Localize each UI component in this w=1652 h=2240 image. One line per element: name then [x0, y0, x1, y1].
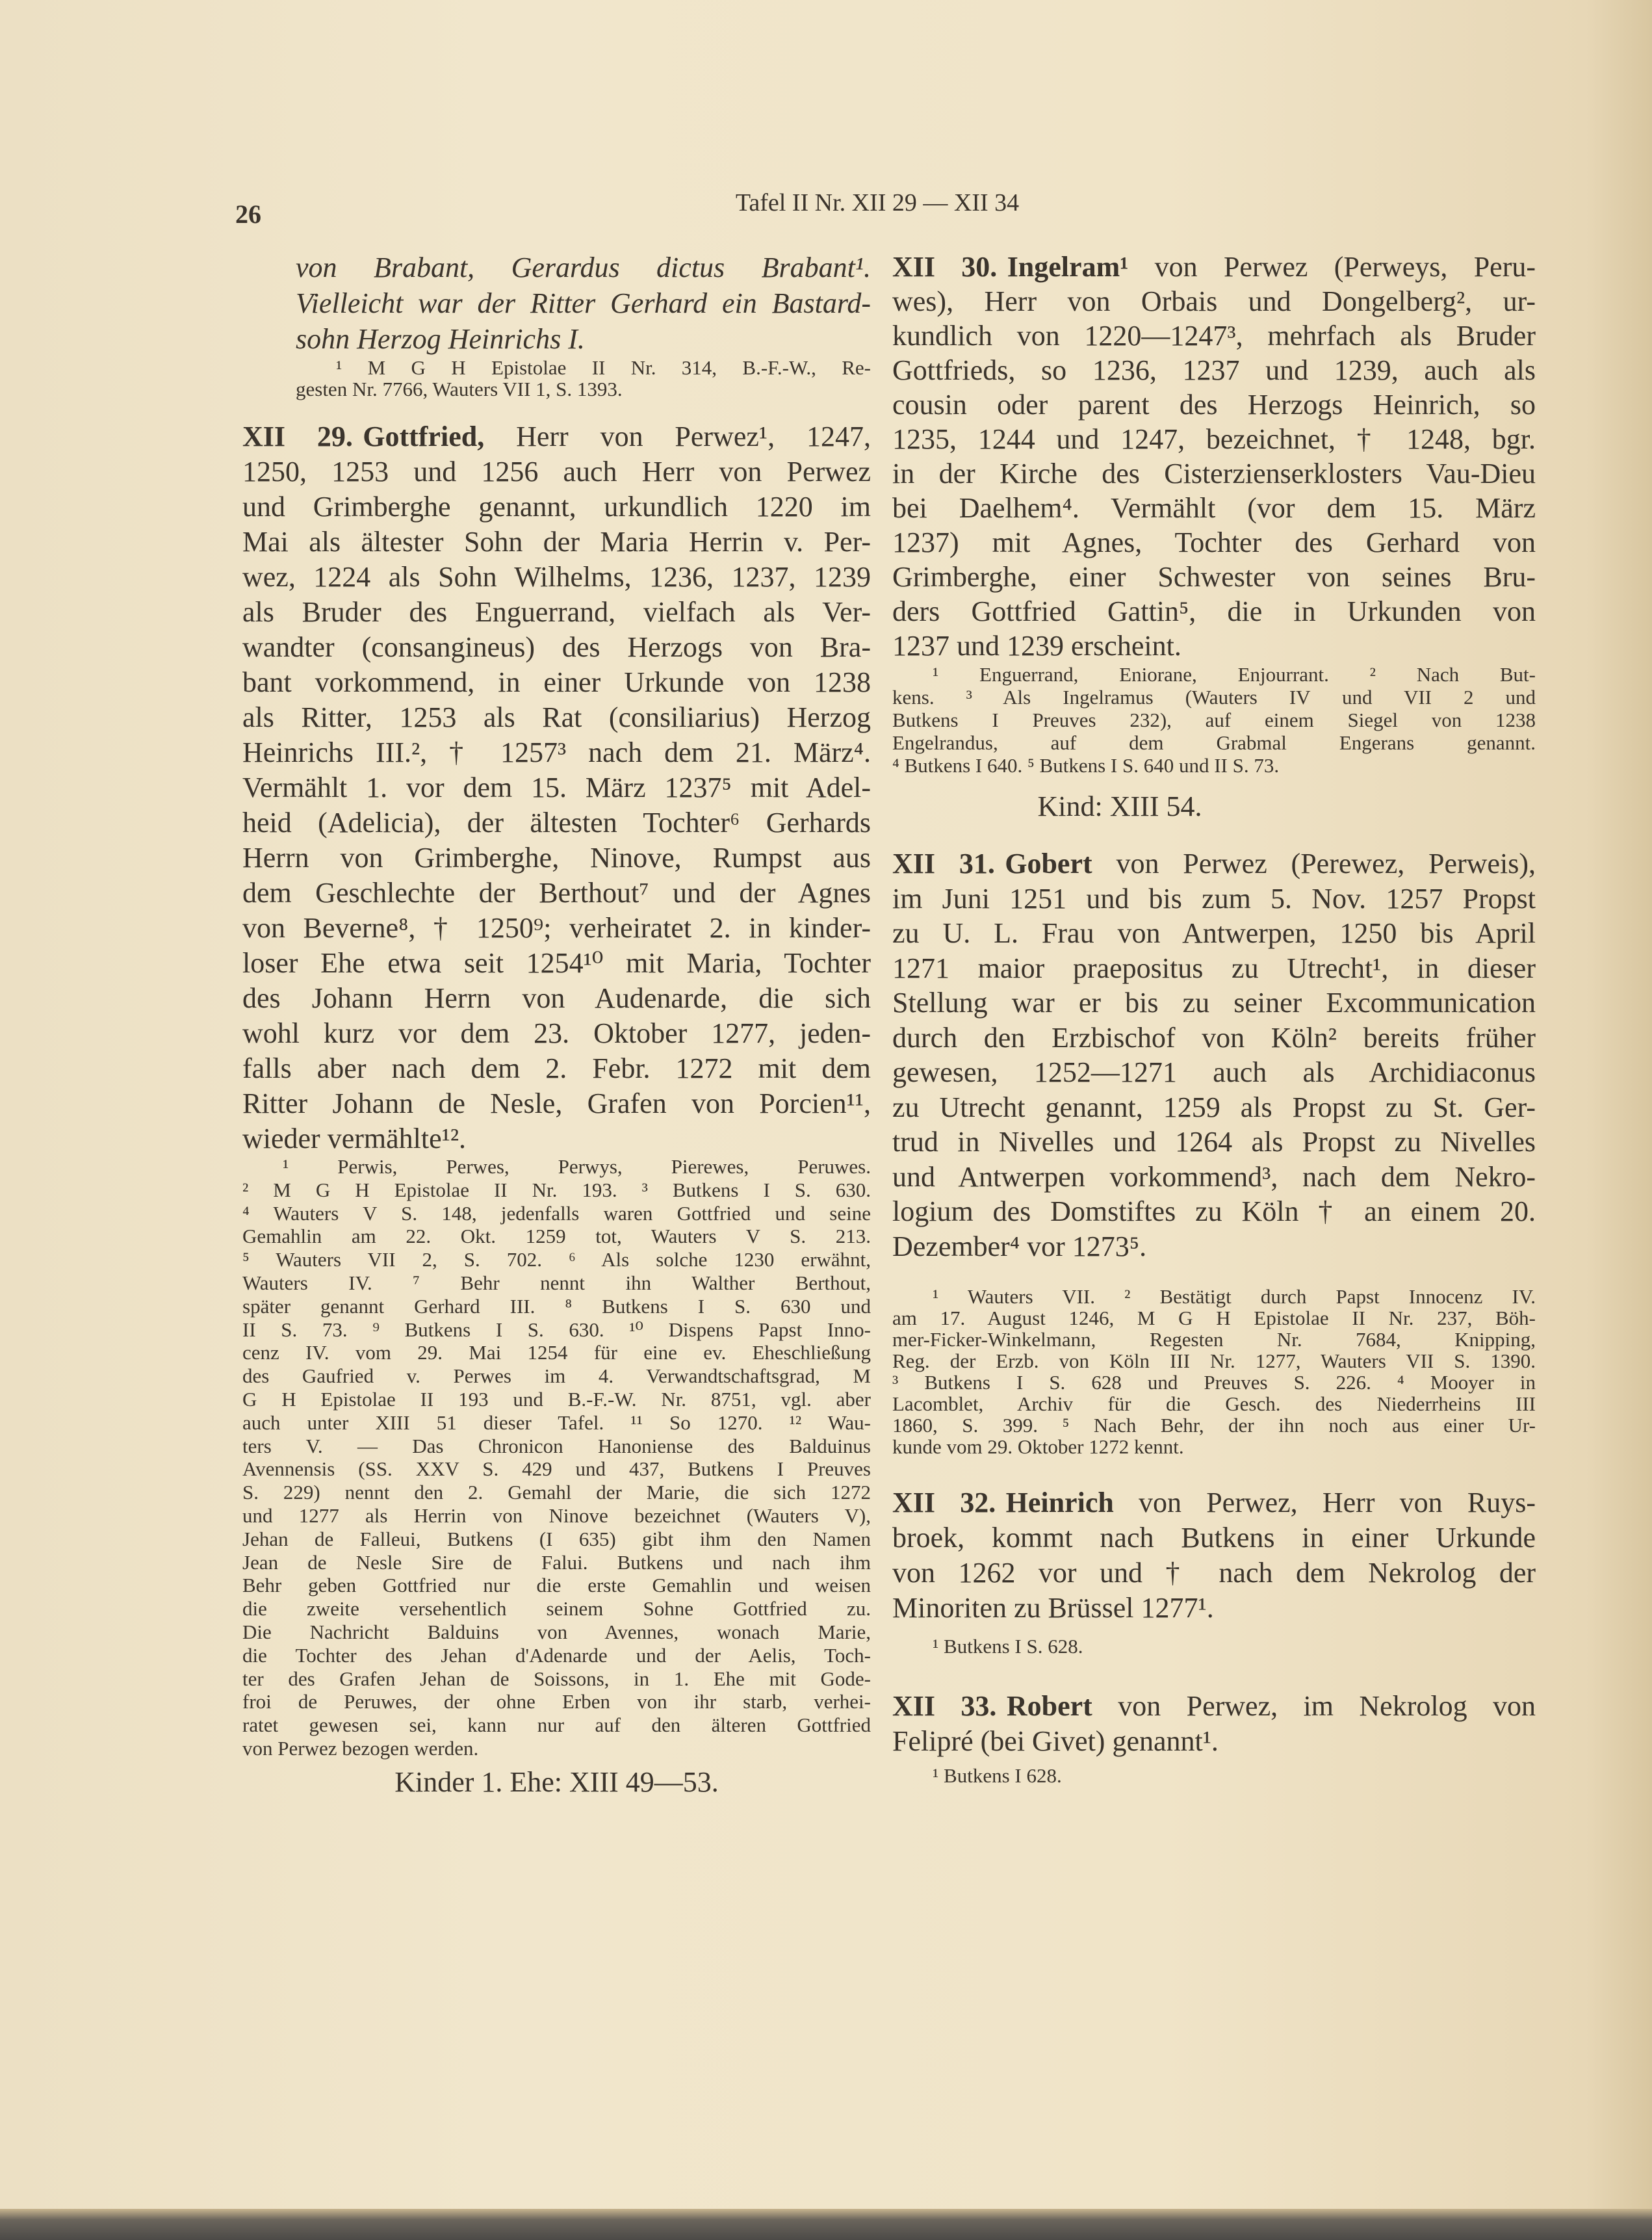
text-line: ³ Butkens I S. 628 und Preuves S. 226. ⁴ Mooyer in [892, 1371, 1536, 1394]
running-title: Tafel II Nr. XII 29 — XII 34 [735, 189, 1020, 216]
text-line: bant vorkommend, in einer Urkunde von 1238 [242, 666, 871, 698]
entry-xii-33 [892, 1689, 1536, 1759]
text-line: mer-Ficker-Winkelmann, Regesten Nr. 7684, Knipping, [892, 1328, 1536, 1351]
text-line: G H Epistolae II 193 und B.-F.-W. Nr. 8751, vgl. aber [242, 1387, 871, 1411]
text-line: im Juni 1251 und bis zum 5. Nov. 1257 Propst [892, 882, 1536, 915]
text-line: Gottfrieds, so 1236, 1237 und 1239, auch als [892, 354, 1536, 386]
entry-person-name: Gobert [1005, 848, 1092, 879]
entry-person-name: Ingelram¹ [1007, 251, 1129, 283]
text-line: 1235, 1244 und 1247, bezeichnet, † 1248, bgr. [892, 423, 1536, 455]
text-line: von Brabant, Gerardus dictus Brabant¹. [296, 252, 871, 283]
text-line: ¹ Butkens I S. 628. [933, 1635, 1083, 1658]
text-line: Butkens I Preuves 232), auf einem Siegel von 1238 [892, 709, 1536, 731]
text-line: 1237) mit Agnes, Tochter des Gerhard von [892, 527, 1536, 558]
entry-heading-line [892, 250, 1536, 284]
text-line: kens. ³ Als Ingelramus (Wauters IV und VII 2 und [892, 686, 1536, 709]
entry-heading-line [892, 1689, 1536, 1724]
text-line: Lacomblet, Archiv für die Gesch. des Niederrheins III [892, 1392, 1536, 1415]
text-line: Jean de Nesle Sire de Falui. Butkens und nach ihm [242, 1550, 871, 1574]
text-line: Gemahlin am 22. Okt. 1259 tot, Wauters V S. 213. [242, 1225, 871, 1248]
text-line: Jehan de Falleui, Butkens (I 635) gibt ihm den Namen [242, 1527, 871, 1550]
entry-heading-line [242, 419, 871, 454]
text-line: 1271 maior praepositus zu Utrecht¹, in dieser [892, 952, 1536, 984]
entry-heading-text: Herr von Perwez¹, 1247, [484, 421, 871, 452]
entry-xii-32 [892, 1485, 1536, 1626]
text-line: ratet gewesen sei, kann nur auf den älteren Gottfried [242, 1713, 871, 1737]
text-line: von 1262 vor und † nach dem Nekrolog der [892, 1557, 1536, 1589]
entry-body [892, 1724, 1536, 1759]
text-line: ters V. — Das Chronicon Hanoniense des Balduinus [242, 1434, 871, 1457]
text-line: als Ritter, 1253 als Rat (consiliarius) Herzog [242, 701, 871, 733]
scan-edge-shadow [0, 2209, 1652, 2240]
text-line: zu U. L. Frau von Antwerpen, 1250 bis April [892, 917, 1536, 949]
text-line: die Tochter des Jehan d'Adenarde und der Aelis, Toch- [242, 1643, 871, 1667]
text-line: am 17. August 1246, M G H Epistolae II Nr. 237, Böh- [892, 1307, 1536, 1329]
text-line: ⁴ Wauters V S. 148, jedenfalls waren Gottfried und seine [242, 1201, 871, 1225]
text-line: ¹ Enguerrand, Eniorane, Enjourrant. ² Nach But- [933, 663, 1536, 686]
entry-body [242, 454, 871, 1156]
text-line: wes), Herr von Orbais und Dongelberg², ur- [892, 285, 1536, 317]
entry-person-name: Heinrich [1005, 1487, 1114, 1518]
entry-xii-32-footnotes [892, 1635, 1536, 1658]
children-reference: Kind: XIII 54. [1037, 790, 1202, 822]
text-line: Minoriten zu Brüssel 1277¹. [892, 1592, 1214, 1624]
entry-number: XII 31. [892, 848, 995, 879]
text-line: ¹ M G H Epistolae II Nr. 314, B.-F.-W., Re- [336, 356, 871, 379]
entry-heading-text: von Perwez, im Nekrolog von [1092, 1690, 1536, 1722]
entry-xii-30-footnotes [892, 663, 1536, 777]
text-line: broek, kommt nach Butkens in einer Urkunde [892, 1522, 1536, 1554]
text-line: wandter (consangineus) des Herzogs von Bra- [242, 631, 871, 663]
entry-body [892, 284, 1536, 663]
text-line: Dezember⁴ vor 1273⁵. [892, 1230, 1147, 1262]
text-line: auch unter XIII 51 dieser Tafel. ¹¹ So 1270. ¹² Wau- [242, 1411, 871, 1434]
intro-continuation [296, 250, 871, 357]
text-line: ter des Grafen Jehan de Soissons, in 1. Ehe mit Gode- [242, 1667, 871, 1690]
intro-footnotes [296, 357, 871, 400]
text-line: Wauters IV. ⁷ Behr nennt ihn Walther Berthout, [242, 1271, 871, 1294]
text-line: ¹ Wauters VII. ² Bestätigt durch Papst Innocenz IV. [933, 1285, 1536, 1308]
text-line: ders Gottfried Gattin⁵, die in Urkunden von [892, 595, 1536, 627]
entry-heading-line [892, 846, 1536, 881]
entry-xii-30 [892, 250, 1536, 663]
entry-heading-line [892, 1485, 1536, 1520]
text-line: wohl kurz vor dem 23. Oktober 1277, jeden- [242, 1017, 871, 1049]
text-line: cousin oder parent des Herzogs Heinrich, so [892, 389, 1536, 421]
entry-heading-text: von Perwez, Herr von Ruys- [1113, 1487, 1536, 1518]
entry-heading-text: von Perwez (Perweys, Peru- [1128, 251, 1536, 283]
text-line: S. 229) nennt den 2. Gemahl der Marie, die sich 1272 [242, 1481, 871, 1504]
text-line: später genannt Gerhard III. ⁸ Butkens I S. 630 und [242, 1294, 871, 1318]
text-line: Mai als ältester Sohn der Maria Herrin v. Per- [242, 526, 871, 558]
entry-body [892, 881, 1536, 1264]
text-line: 1237 und 1239 erscheint. [892, 630, 1181, 662]
entry-body [892, 1520, 1536, 1626]
text-line: ⁵ Wauters VII 2, S. 702. ⁶ Als solche 1230 erwähnt, [242, 1248, 871, 1271]
text-line: bei Daelhem⁴. Vermählt (vor dem 15. März [892, 492, 1536, 524]
text-line: kunde vom 29. Oktober 1272 kennt. [892, 1435, 1184, 1458]
text-line: ⁴ Butkens I 640. ⁵ Butkens I S. 640 und II S. 73. [892, 754, 1280, 777]
text-line: kundlich von 1220—1247³, mehrfach als Bruder [892, 320, 1536, 352]
text-line: 1250, 1253 und 1256 auch Herr von Perwez [242, 456, 871, 488]
entry-xii-33-footnotes [892, 1764, 1536, 1787]
text-line: Grimberghe, einer Schwester von seines Bru- [892, 561, 1536, 593]
text-line: wez, 1224 als Sohn Wilhelms, 1236, 1237, 1239 [242, 561, 871, 593]
text-line: Die Nachricht Balduins von Avennes, wonach Marie, [242, 1620, 871, 1643]
text-line: in der Kirche des Cisterzienserklosters Vau-Dieu [892, 458, 1536, 489]
text-line: des Johann Herrn von Audenarde, die sich [242, 982, 871, 1014]
text-line: als Bruder des Enguerrand, vielfach als Ver- [242, 596, 871, 628]
text-line: Engelrandus, auf dem Grabmal Engerans genannt. [892, 731, 1536, 754]
text-line: Avennensis (SS. XXV S. 429 und 437, Butkens I Preuves [242, 1457, 871, 1481]
text-line: Felipré (bei Givet) genannt¹. [892, 1725, 1219, 1757]
text-line: und Antwerpen vorkommend³, nach dem Nekro- [892, 1160, 1536, 1193]
text-line: Ritter Johann de Nesle, Grafen von Porcien¹¹, [242, 1087, 871, 1119]
entry-xii-29 [242, 419, 871, 1156]
text-line: gesten Nr. 7766, Wauters VII 1, S. 1393. [296, 378, 623, 400]
entry-xii-31 [892, 846, 1536, 1264]
text-line: froi de Peruwes, der ohne Erben von ihr starb, verhei- [242, 1690, 871, 1713]
text-line: durch den Erzbischof von Köln² bereits früher [892, 1021, 1536, 1054]
text-line: ¹ Butkens I 628. [933, 1764, 1062, 1787]
text-line: logium des Domstiftes zu Köln † an einem 20. [892, 1195, 1536, 1227]
text-line: von Perwez bezogen werden. [242, 1736, 479, 1760]
text-line: Behr geben Gottfried nur die erste Gemahlin und weisen [242, 1574, 871, 1597]
entry-person-name: Robert [1006, 1690, 1092, 1722]
text-line: von Beverne⁸, † 1250⁹; verheiratet 2. in kinder- [242, 912, 871, 944]
text-line: die zweite versehentlich seinem Sohne Gottfried zu. [242, 1597, 871, 1621]
entry-number: XII 33. [892, 1690, 997, 1722]
text-line: gewesen, 1252—1271 auch als Archidiaconus [892, 1056, 1536, 1088]
entry-number: XII 32. [892, 1487, 996, 1518]
text-line: II S. 73. ⁹ Butkens I S. 630. ¹⁰ Dispens Papst Inno- [242, 1318, 871, 1341]
entry-number: XII 30. [892, 251, 998, 283]
text-line: loser Ehe etwa seit 1254¹⁰ mit Maria, Tochter [242, 947, 871, 979]
text-line: des Gaufried v. Perwes im 4. Verwandtschaftsgrad, M [242, 1364, 871, 1388]
entry-xii-29-footnotes [242, 1155, 871, 1760]
text-line: trud in Nivelles und 1264 als Propst zu Nivelles [892, 1126, 1536, 1158]
entry-heading-text: von Perwez (Perewez, Perweis), [1092, 848, 1536, 879]
entry-xii-31-footnotes [892, 1286, 1536, 1457]
text-line: sohn Herzog Heinrichs I. [296, 323, 585, 355]
text-line: ¹ Perwis, Perwes, Perwys, Pierewes, Peruwes. [283, 1155, 871, 1178]
text-line: Stellung war er bis zu seiner Excommunication [892, 987, 1536, 1019]
page-number: 26 [235, 200, 261, 229]
text-line: 1860, S. 399. ⁵ Nach Behr, der ihn noch aus einer Ur- [892, 1414, 1536, 1437]
text-line: cenz IV. vom 29. Mai 1254 für eine ev. Eheschließung [242, 1341, 871, 1364]
text-line: zu Utrecht genannt, 1259 als Propst zu St. Ger- [892, 1091, 1536, 1123]
entry-number: XII 29. [242, 421, 353, 452]
text-line: und 1277 als Herrin von Ninove bezeichnet (Wauters V), [242, 1504, 871, 1527]
text-line: und Grimberghe genannt, urkundlich 1220 im [242, 491, 871, 523]
entry-person-name: Gottfried, [363, 421, 485, 452]
text-line: heid (Adelicia), der ältesten Tochter⁶ Gerhards [242, 807, 871, 839]
text-line: Heinrichs III.², † 1257³ nach dem 21. März⁴. [242, 736, 871, 768]
text-line: Vielleicht war der Ritter Gerhard ein Bastard- [296, 287, 871, 319]
text-line: wieder vermählte¹². [242, 1123, 467, 1154]
text-line: Vermählt 1. vor dem 15. März 1237⁵ mit Adel- [242, 772, 871, 803]
text-line: Reg. der Erzb. von Köln III Nr. 1277, Wauters VII S. 1390. [892, 1349, 1536, 1372]
text-line: dem Geschlechte der Berthout⁷ und der Agnes [242, 877, 871, 909]
text-line: falls aber nach dem 2. Febr. 1272 mit dem [242, 1052, 871, 1084]
children-reference: Kinder 1. Ehe: XIII 49—53. [394, 1766, 719, 1798]
text-line: ² M G H Epistolae II Nr. 193. ³ Butkens I S. 630. [242, 1178, 871, 1201]
text-line: Herrn von Grimberghe, Ninove, Rumpst aus [242, 842, 871, 874]
